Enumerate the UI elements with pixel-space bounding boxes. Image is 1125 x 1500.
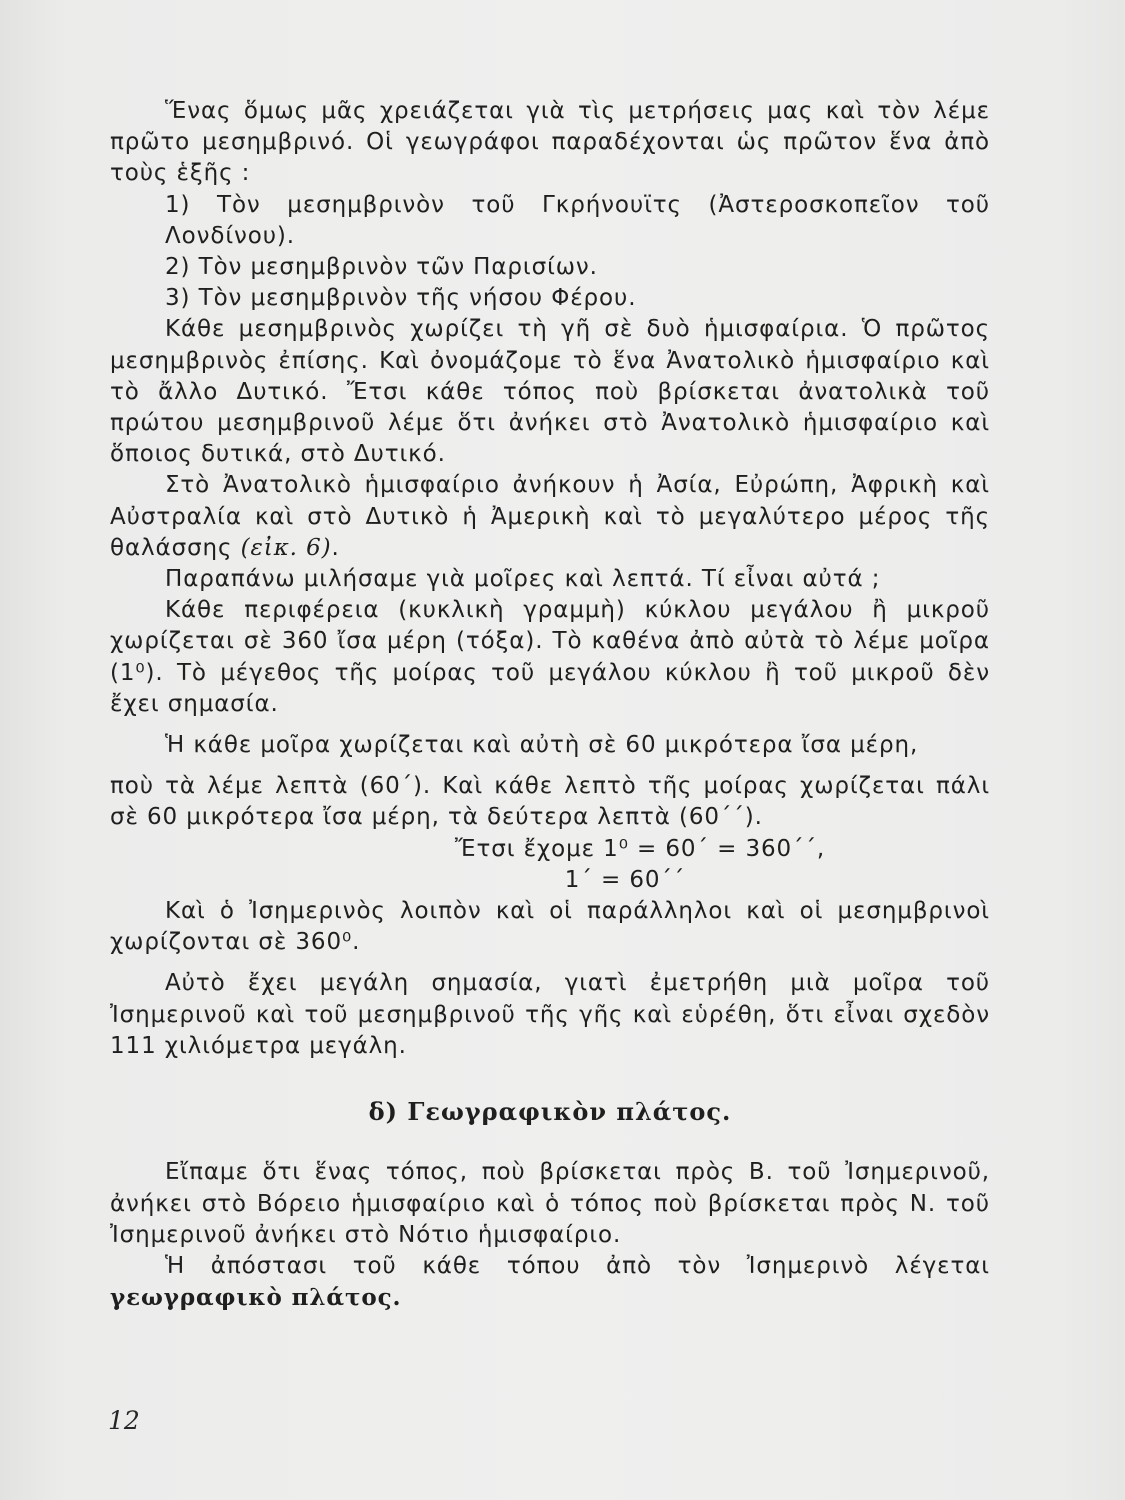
page-body-text	[110, 96, 990, 1314]
equation-minute: 1΄ = 60΄΄	[564, 866, 686, 893]
list-item-paris: 2) Τὸν μεσημβρινὸν τῶν Παρισίων.	[165, 254, 598, 281]
list-item-ferro: 3) Τὸν μεσημβρινὸν τῆς νήσου Φέρου.	[165, 285, 637, 312]
paragraph-north-south: Εἴπαμε ὅτι ἕνας τόπος, ποὺ βρίσκεται πρὸς Β. τοῦ Ἰσημερινοῦ, ἀνήκει στὸ Βόρειο ἡμισφαίριο καὶ ὁ τόπος ποὺ βρίσκεται πρὸς Ν. τοῦ Ἰσημερινοῦ ἀνήκει στὸ Νότιο ἡμισφαίριο.	[110, 1159, 990, 1248]
paragraph-hemispheres: Κάθε μεσημβρινὸς χωρίζει τὴ γῆ σὲ δυὸ ἡμισφαίρια. Ὁ πρῶτος μεσημβρινὸς ἐπίσης. Καὶ ὀνομάζομε τὸ ἕνα Ἀνατολικὸ ἡμισφαίριο καὶ τὸ ἄλλο Δυτικό. Ἔτσι κάθε τόπος ποὺ βρίσκεται ἀνατολικὰ τοῦ πρώτου μεσημβρινοῦ λέμε ὅτι ἀνήκει στὸ Ἀνατολικὸ ἡμισφαίριο καὶ ὅποιος δυτικά, στὸ Δυτικό.	[110, 316, 990, 468]
paragraph-circle-360: Κάθε περιφέρεια (κυκλικὴ γραμμὴ) κύκλου μεγάλου ἢ μικροῦ χωρίζεται σὲ 360 ἴσα μέρη (τόξα). Τὸ καθένα ἀπὸ αὐτὰ τὸ λέμε μοῖρα (1⁰). Τὸ μέγεθος τῆς μοίρας τοῦ μεγάλου κύκλου ἢ τοῦ μικροῦ δὲν ἔχει σημασία.	[110, 597, 990, 717]
page-number: 12	[108, 1406, 140, 1435]
paragraph-prime-meridian-intro: Ἕνας ὅμως μᾶς χρειάζεται γιὰ τὶς μετρήσεις μας καὶ τὸν λέμε πρῶτο μεσημβρινό. Οἱ γεωγράφοι παραδέχονται ὡς πρῶτον ἕνα ἀπὸ τοὺς ἑξῆς :	[110, 98, 990, 187]
paragraph-latitude-definition: Ἡ ἀπόστασι τοῦ κάθε τόπου ἀπὸ τὸν Ἰσημερινὸ λέγεται γεωγραφικὸ πλάτος.	[110, 1252, 990, 1312]
term-geographic-latitude: γεωγραφικὸ πλάτος.	[110, 1284, 402, 1312]
paragraph-equator-360: Καὶ ὁ Ἰσημερινὸς λοιπὸν καὶ οἱ παράλληλοι καὶ οἱ μεσημβρινοὶ χωρίζονται σὲ 360⁰.	[110, 898, 990, 956]
paragraph-continents: Στὸ Ἀνατολικὸ ἡμισφαίριο ἀνήκουν ἡ Ἀσία, Εὐρώπη, Ἀφρικὴ καὶ Αὐστραλία καὶ στὸ Δυτικὸ ἡ Ἀμερικὴ καὶ τὸ μεγαλύτερο μέρος τῆς θαλάσσης (εἰκ. 6).	[110, 472, 990, 561]
paragraph-111-km: Αὐτὸ ἔχει μεγάλη σημασία, γιατὶ ἐμετρήθη μιὰ μοῖρα τοῦ Ἰσημερινοῦ καὶ τοῦ μεσημβρινοῦ τῆς γῆς καὶ εὑρέθη, ὅτι εἶναι σχεδὸν 111 χιλιόμετρα μεγάλη.	[110, 970, 990, 1059]
list-item-greenwich: 1) Τὸν μεσημβρινὸν τοῦ Γκρήνουϊτς (Ἀστεροσκοπεῖον τοῦ Λονδίνου).	[165, 191, 990, 249]
section-heading-latitude: δ) Γεωγραφικὸν πλάτος.	[368, 1097, 732, 1127]
paragraph-minutes-seconds: ποὺ τὰ λέμε λεπτὰ (60΄). Καὶ κάθε λεπτὸ τῆς μοίρας χωρίζεται πάλι σὲ 60 μικρότερα ἴσα μέρη, τὰ δεύτερα λεπτὰ (60΄΄).	[110, 773, 990, 831]
paragraph-degree-60: Ἡ κάθε μοῖρα χωρίζεται καὶ αὐτὴ σὲ 60 μικρότερα ἴσα μέρη,	[165, 732, 919, 759]
equation-degree: Ἔτσι ἔχομε 1⁰ = 60΄ = 360΄΄,	[454, 835, 826, 862]
figure-reference: (εἰκ. 6)	[240, 534, 332, 561]
paragraph-degrees-question: Παραπάνω μιλήσαμε γιὰ μοῖρες καὶ λεπτά. Τί εἶναι αὐτά ;	[165, 566, 881, 593]
